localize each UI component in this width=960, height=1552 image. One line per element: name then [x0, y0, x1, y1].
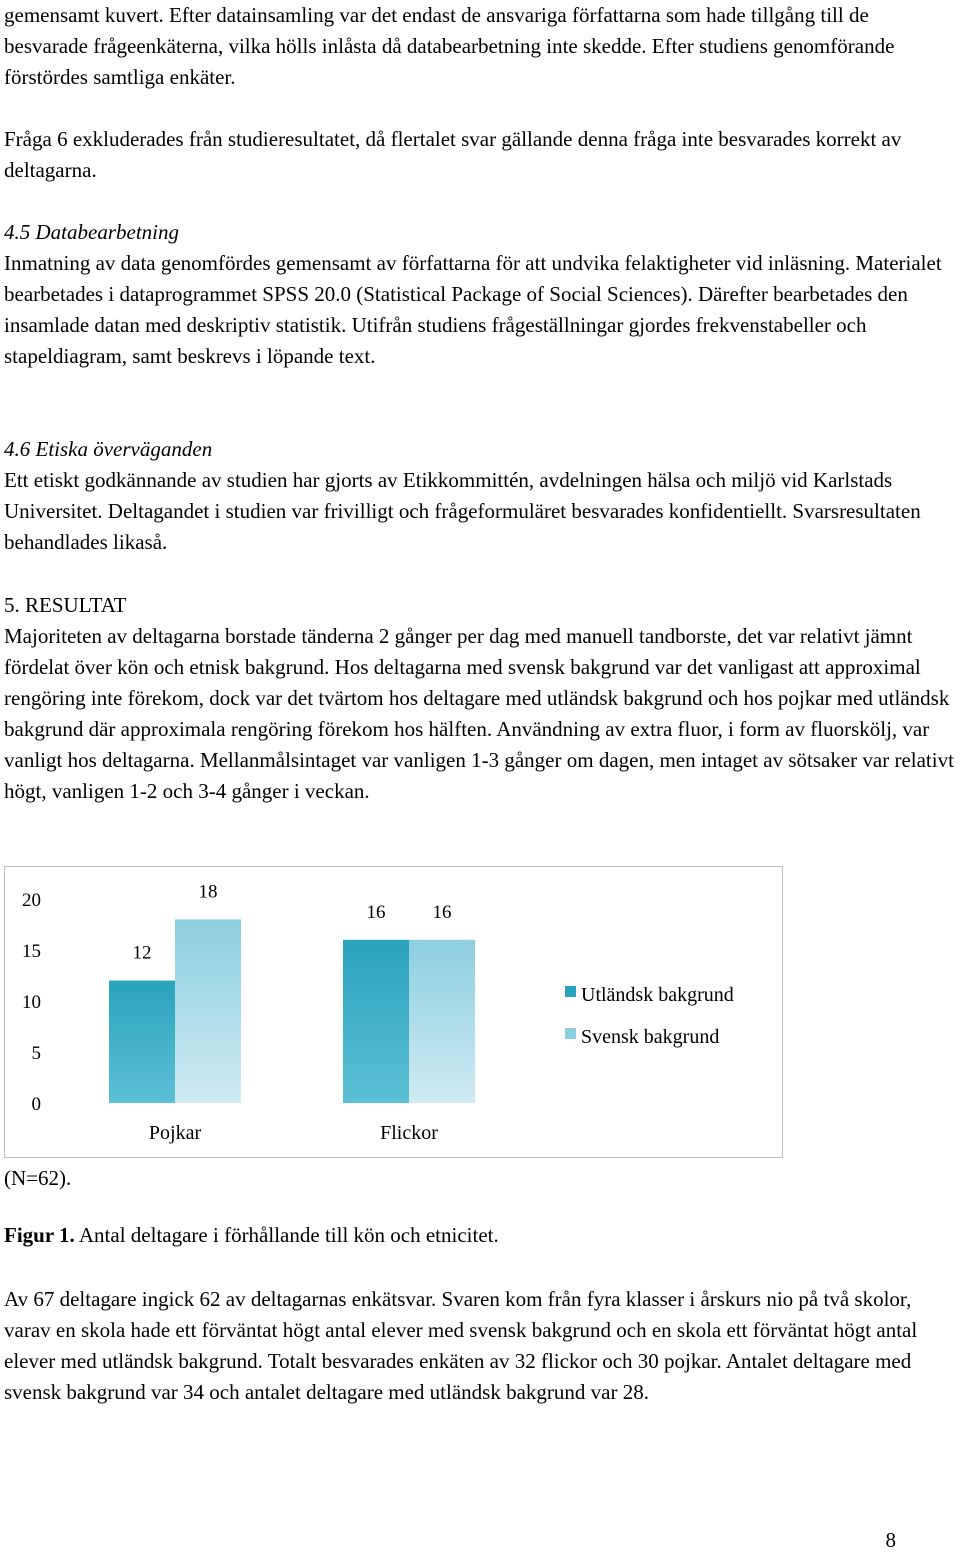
section-5 [4, 590, 956, 807]
bar-value-label: 16 [432, 901, 452, 923]
y-tick-label: 15 [22, 941, 41, 962]
closing-paragraph: Av 67 deltagare ingick 62 av deltagarnas enkätsvar. Svaren kom från fyra klasser i årskurs nio på två skolor, varav en skola hade ett förväntat högt antal elever med svensk bakgrund och en skola ett förväntat högt antal elever med utländsk bakgrund. Totalt besvarades enkäten av 32 flickor och 30 pojkar. Antalet deltagare med svensk bakgrund var 34 och antalet deltagare med utländsk bakgrund var 28. [4, 1287, 918, 1404]
x-category-label: Pojkar [148, 1122, 202, 1144]
figure-caption [4, 1220, 499, 1251]
bar [109, 981, 175, 1103]
section-4-6-heading: 4.6 Etiska överväganden [4, 437, 213, 461]
y-tick-label: 0 [31, 1094, 41, 1115]
bar [409, 940, 475, 1103]
section-4-5-body: Inmatning av data genomfördes gemensamt av författarna för att undvika felaktigheter vid inläsning. Materialet bearbetades i dataprogrammet SPSS 20.0 (Statistical Package of Social Sciences). Därefter bearbetades den insamlade datan med deskriptiv statistik. Utifrån studiens frågeställningar gjordes frekvenstabeller och stapeldiagram, samt beskrevs i löpande text. [4, 251, 942, 368]
y-tick-label: 5 [31, 1043, 41, 1064]
section-4-5-heading: 4.5 Databearbetning [4, 220, 179, 244]
legend-label: Utländsk bakgrund [581, 984, 734, 1006]
x-category-label: Flickor [380, 1122, 438, 1144]
section-4-5 [4, 217, 956, 372]
bar-value-label: 16 [366, 901, 386, 923]
bar-value-label: 18 [198, 881, 218, 903]
bar [343, 940, 409, 1103]
bar-chart-svg [5, 867, 784, 1159]
legend-label: Svensk bakgrund [581, 1026, 720, 1048]
section-4-6 [4, 434, 956, 558]
legend-swatch [565, 986, 576, 997]
section-5-heading: 5. RESULTAT [4, 593, 127, 617]
figure-caption-label: Figur 1. [4, 1223, 75, 1247]
bar-chart [4, 866, 783, 1158]
section-5-body: Majoriteten av deltagarna borstade tänderna 2 gånger per dag med manuell tandborste, det var relativt jämnt fördelat över kön och etnisk bakgrund. Hos deltagarna med svensk bakgrund var det vanligast att approximal rengöring inte förekom, dock var det tvärtom hos deltagare med utländsk bakgrund och hos pojkar med utländsk bakgrund där approximala rengöring förekom hos hälften. Användning av extra fluor, i form av fluorskölj, var vanligt hos deltagarna. Mellanmålsintaget var vanligen 1-3 gånger om dagen, men intaget av sötsaker var relativt högt, vanligen 1-2 och 3-4 gånger i veckan. [4, 624, 954, 803]
figure-caption-text: Antal deltagare i förhållande till kön och etnicitet. [74, 1223, 499, 1247]
sample-size-note: (N=62). [4, 1166, 72, 1190]
bar [175, 919, 241, 1103]
section-4-6-body: Ett etiskt godkännande av studien har gjorts av Etikkommittén, avdelningen hälsa och miljö vid Karlstads Universitet. Deltagandet i studien var frivilligt och frågeformuläret besvarades konfidentiellt. Svarsresultaten behandlades likaså. [4, 468, 921, 554]
page-number: 8 [885, 1528, 896, 1552]
intro-paragraph: gemensamt kuvert. Efter datainsamling var det endast de ansvariga författarna som hade tillgång till de besvarade frågeenkäterna, vilka hölls inlåsta då databearbetning inte skedde. Efter studiens genomförande förstördes samtliga enkäter. [4, 3, 895, 89]
y-tick-label: 10 [22, 992, 41, 1013]
legend-swatch [565, 1028, 576, 1039]
y-tick-label: 20 [22, 890, 41, 911]
fraga6-paragraph: Fråga 6 exkluderades från studieresultatet, då flertalet svar gällande denna fråga inte besvarades korrekt av deltagarna. [4, 127, 902, 182]
bar-value-label: 12 [132, 942, 152, 964]
